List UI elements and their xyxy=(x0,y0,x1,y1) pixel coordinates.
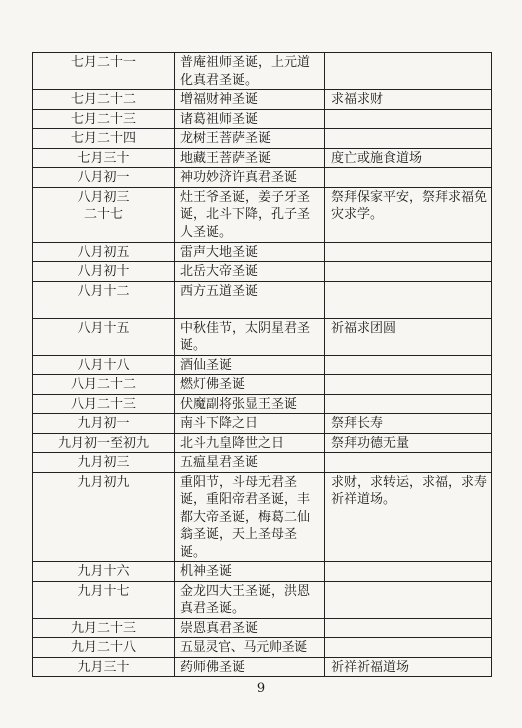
worship-cell xyxy=(325,638,492,658)
festival-cell: 龙树王菩萨圣诞 xyxy=(175,129,325,149)
worship-cell: 祈福求团圆 xyxy=(325,318,492,355)
worship-cell xyxy=(325,562,492,582)
festival-cell: 雷声大地圣诞 xyxy=(175,242,325,262)
date-cell: 八月二十三 xyxy=(33,394,175,414)
date-cell: 九月二十八 xyxy=(33,638,175,658)
festival-cell: 五瘟星君圣诞 xyxy=(175,453,325,473)
date-cell: 九月初三 xyxy=(33,453,175,473)
festival-cell: 北斗九皇降世之日 xyxy=(175,433,325,453)
worship-cell xyxy=(325,581,492,618)
festival-cell: 中秋佳节，太阴星君圣诞。 xyxy=(175,318,325,355)
worship-cell xyxy=(325,618,492,638)
festival-cell: 酒仙圣诞 xyxy=(175,355,325,375)
worship-cell xyxy=(325,262,492,282)
festival-cell: 普庵祖师圣诞，上元道化真君圣诞。 xyxy=(175,53,325,90)
date-cell: 七月二十四 xyxy=(33,129,175,149)
festival-cell: 五显灵官、马元帅圣诞 xyxy=(175,638,325,658)
date-cell: 八月初十 xyxy=(33,262,175,282)
table-row xyxy=(33,472,492,562)
festival-cell: 崇恩真君圣诞 xyxy=(175,618,325,638)
table-row xyxy=(33,414,492,434)
festival-cell: 伏魔副将张显王圣诞 xyxy=(175,394,325,414)
table-row xyxy=(33,453,492,473)
date-cell: 九月三十 xyxy=(33,657,175,677)
worship-cell xyxy=(325,355,492,375)
date-cell: 八月初三 二十七 xyxy=(33,187,175,242)
festival-table xyxy=(32,52,492,677)
worship-cell xyxy=(325,453,492,473)
worship-cell xyxy=(325,375,492,395)
table-row xyxy=(33,109,492,129)
date-cell: 七月二十一 xyxy=(33,53,175,90)
festival-cell: 重阳节，斗母无君圣诞，重阳帝君圣诞，丰都大帝圣诞，梅葛二仙翁圣诞，天上圣母圣诞。 xyxy=(175,472,325,562)
date-cell: 九月二十三 xyxy=(33,618,175,638)
date-cell: 八月十五 xyxy=(33,318,175,355)
festival-cell: 药师佛圣诞 xyxy=(175,657,325,677)
table-row xyxy=(33,433,492,453)
festival-cell: 地藏王菩萨圣诞 xyxy=(175,148,325,168)
worship-cell xyxy=(325,129,492,149)
worship-cell xyxy=(325,281,492,318)
date-cell: 八月初五 xyxy=(33,242,175,262)
worship-cell xyxy=(325,168,492,188)
table-row xyxy=(33,562,492,582)
worship-cell xyxy=(325,109,492,129)
festival-cell: 金龙四大王圣诞，洪恩真君圣诞。 xyxy=(175,581,325,618)
worship-cell: 祈祥祈福道场 xyxy=(325,657,492,677)
date-cell: 九月初一 xyxy=(33,414,175,434)
date-cell: 九月初一至初九 xyxy=(33,433,175,453)
page-number: 9 xyxy=(256,681,266,696)
date-cell: 七月二十二 xyxy=(33,90,175,110)
table-row xyxy=(33,187,492,242)
date-cell: 八月十八 xyxy=(33,355,175,375)
date-cell: 七月二十三 xyxy=(33,109,175,129)
table-row xyxy=(33,657,492,677)
date-cell: 八月二十二 xyxy=(33,375,175,395)
date-cell: 八月十二 xyxy=(33,281,175,318)
table-row xyxy=(33,53,492,90)
festival-cell: 北岳大帝圣诞 xyxy=(175,262,325,282)
worship-cell: 祭拜功德无量 xyxy=(325,433,492,453)
worship-cell: 求财，求转运，求福，求寿祈祥道场。 xyxy=(325,472,492,562)
table-row xyxy=(33,90,492,110)
table-row xyxy=(33,148,492,168)
date-cell: 八月初一 xyxy=(33,168,175,188)
table-row xyxy=(33,242,492,262)
table-row xyxy=(33,262,492,282)
table-row xyxy=(33,168,492,188)
worship-cell xyxy=(325,394,492,414)
worship-cell: 度亡或施食道场 xyxy=(325,148,492,168)
table-row xyxy=(33,129,492,149)
festival-table-body xyxy=(33,53,492,677)
festival-cell: 机神圣诞 xyxy=(175,562,325,582)
date-cell: 九月十六 xyxy=(33,562,175,582)
table-row xyxy=(33,618,492,638)
worship-cell: 祭拜长寿 xyxy=(325,414,492,434)
festival-cell: 南斗下降之日 xyxy=(175,414,325,434)
date-cell: 七月三十 xyxy=(33,148,175,168)
date-cell: 九月十七 xyxy=(33,581,175,618)
festival-cell: 西方五道圣诞 xyxy=(175,281,325,318)
festival-cell: 灶王爷圣诞，姜子牙圣诞，北斗下降，孔子圣人圣诞。 xyxy=(175,187,325,242)
worship-cell xyxy=(325,53,492,90)
festival-cell: 燃灯佛圣诞 xyxy=(175,375,325,395)
table-row xyxy=(33,581,492,618)
table-row xyxy=(33,394,492,414)
festival-cell: 神功妙济许真君圣诞 xyxy=(175,168,325,188)
table-row xyxy=(33,638,492,658)
festival-cell: 诸葛祖师圣诞 xyxy=(175,109,325,129)
date-cell: 九月初九 xyxy=(33,472,175,562)
table-row xyxy=(33,318,492,355)
worship-cell xyxy=(325,242,492,262)
table-row xyxy=(33,355,492,375)
table-row xyxy=(33,375,492,395)
table-row xyxy=(33,281,492,318)
worship-cell: 求福求财 xyxy=(325,90,492,110)
festival-cell: 增福财神圣诞 xyxy=(175,90,325,110)
worship-cell: 祭拜保家平安，祭拜求福免灾求学。 xyxy=(325,187,492,242)
